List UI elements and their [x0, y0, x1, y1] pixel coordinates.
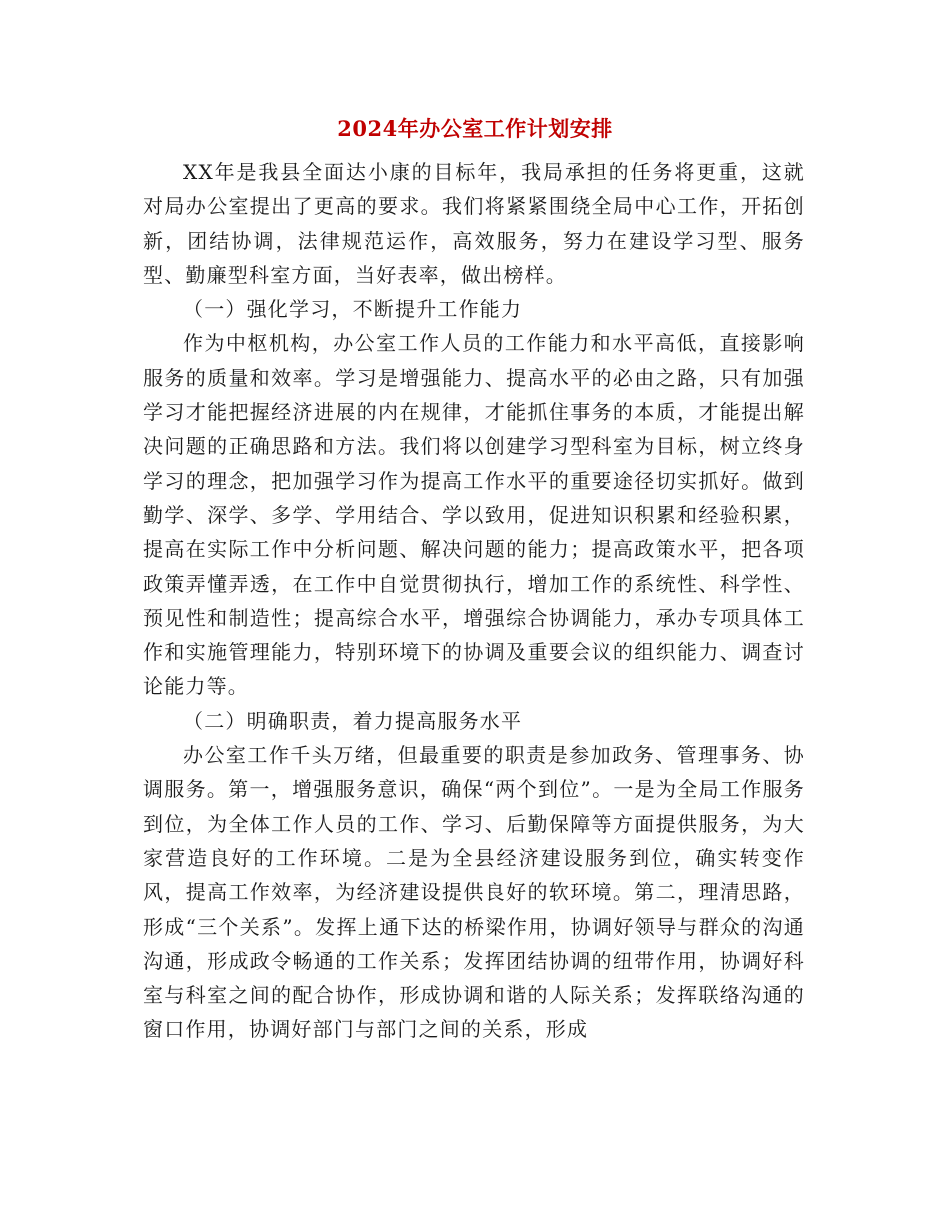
- paragraph-intro: XX年是我县全面达小康的目标年，我局承担的任务将更重，这就对局办公室提出了更高的要求。我们将紧紧围绕全局中心工作，开拓创新，团结协调，法律规范运作，高效服务，努力在建设学习型、服务型、勤廉型科室方面，当好表率，做出榜样。: [143, 160, 805, 287]
- section-heading-2: （二）明确职责，着力提高服务水平: [183, 708, 523, 733]
- paragraph-section-2: 办公室工作千头万绪，但最重要的职责是参加政务、管理事务、协调服务。第一，增强服务意识，确保“两个到位”。一是为全局工作服务到位，为全体工作人员的工作、学习、后勤保障等方面提供服务，为大家营造良好的工作环境。二是为全县经济建设服务到位，确实转变作风，提高工作效率，为经济建设提供良好的软环境。第二，理清思路，形成“三个关系”。发挥上通下达的桥梁作用，协调好领导与群众的沟通沟通，形成政令畅通的工作关系；发挥团结协调的纽带作用，协调好科室与科室之间的配合协作，形成协调和谐的人际关系；发挥联络沟通的窗口作用，协调好部门与部门之间的关系，形成: [143, 743, 805, 1042]
- paragraph-section-1: 作为中枢机构，办公室工作人员的工作能力和水平高低，直接影响服务的质量和效率。学习是增强能力、提高水平的必由之路，只有加强学习才能把握经济进展的内在规律，才能抓住事务的本质，才能提出解决问题的正确思路和方法。我们将以创建学习型科室为目标，树立终身学习的理念，把加强学习作为提高工作水平的重要途径切实抓好。做到勤学、深学、多学、学用结合、学以致用，促进知识积累和经验积累，提高在实际工作中分析问题、解决问题的能力；提高政策水平，把各项政策弄懂弄透，在工作中自觉贯彻执行，增加工作的系统性、科学性、预见性和制造性；提高综合水平，增强综合协调能力，承办专项具体工作和实施管理能力，特别环境下的协调及重要会议的组织能力、调查讨论能力等。: [143, 331, 805, 699]
- section-heading-1: （一）强化学习，不断提升工作能力: [183, 297, 523, 322]
- document-title: 2024年办公室工作计划安排: [337, 116, 613, 141]
- document-body: [143, 155, 805, 1047]
